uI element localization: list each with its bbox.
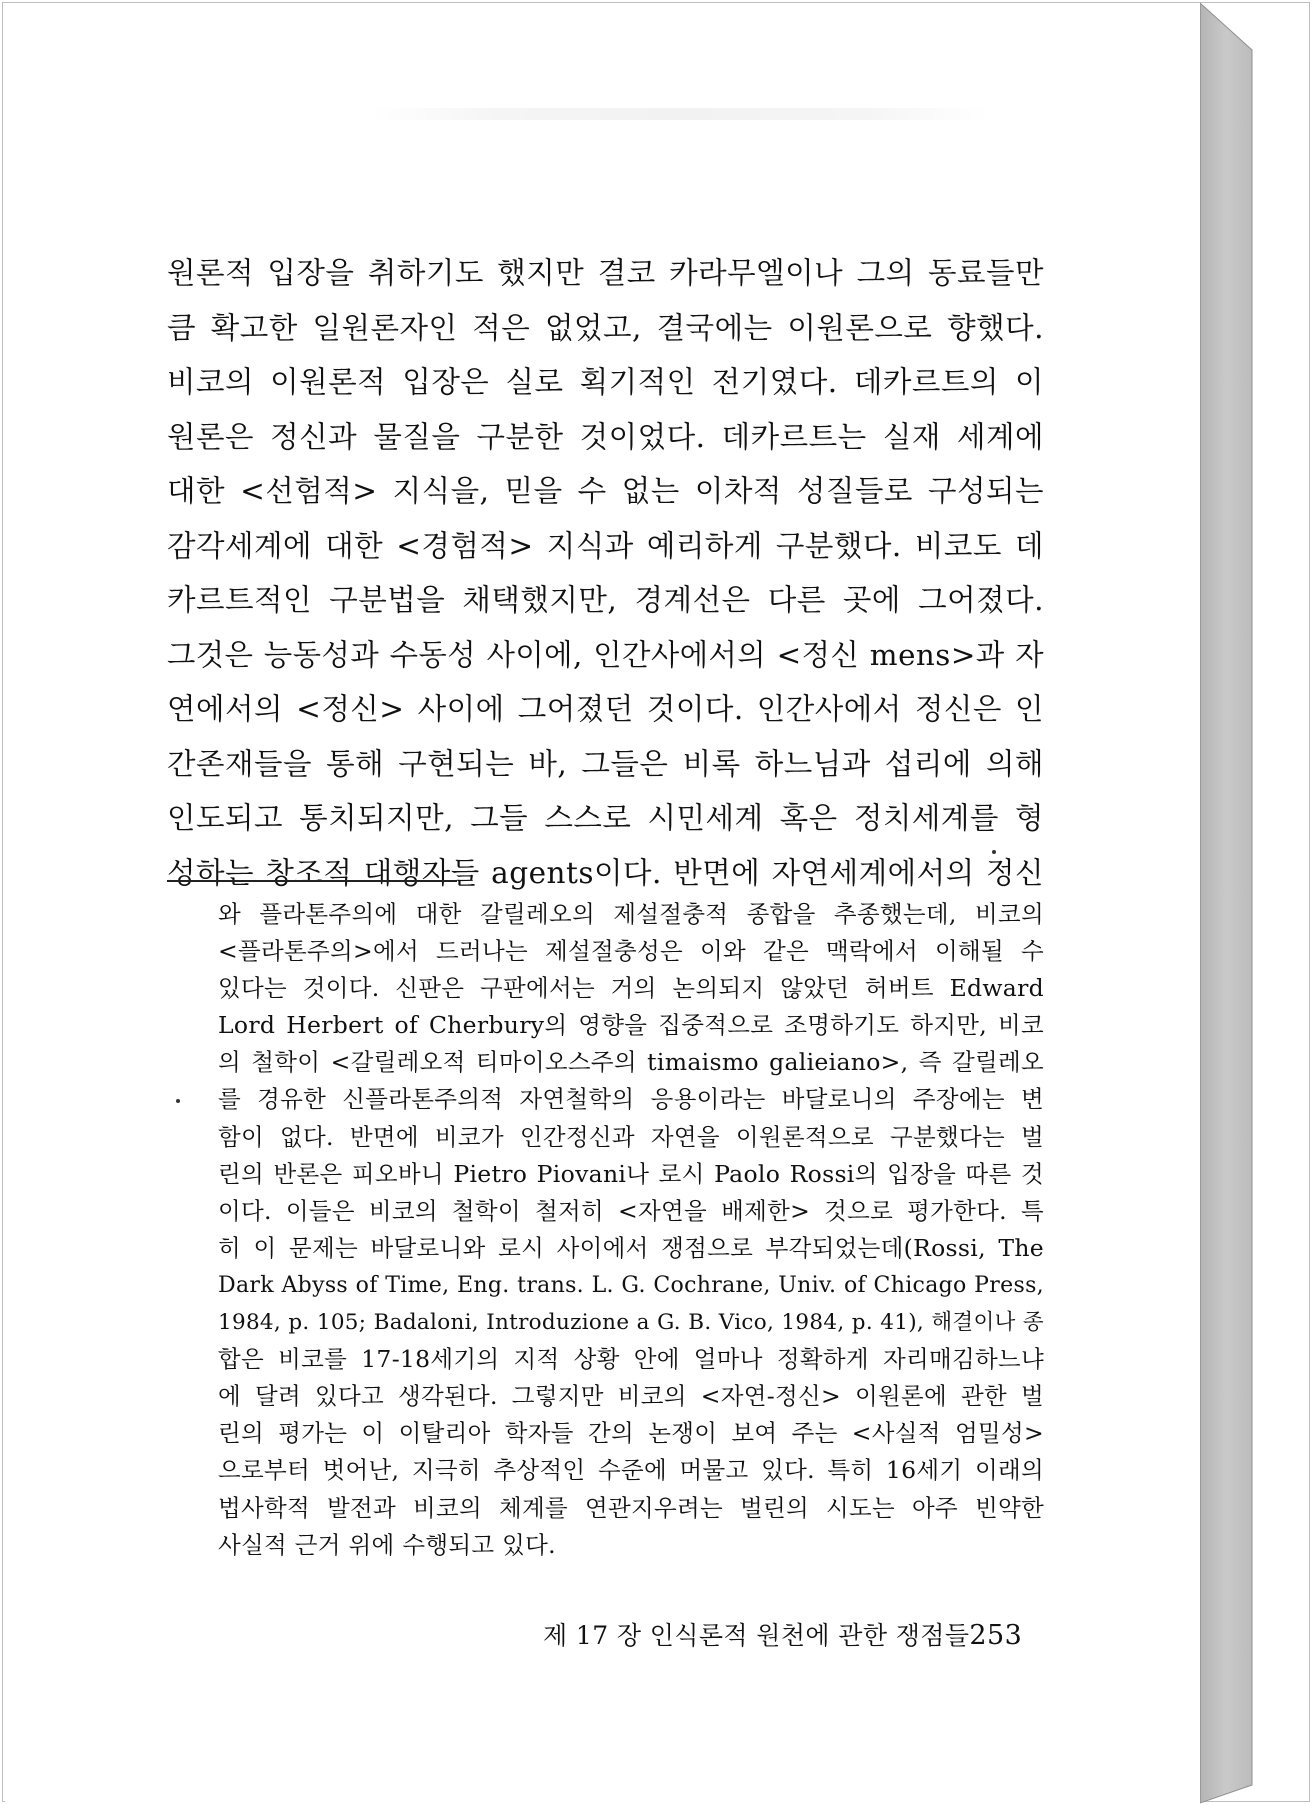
footnote-line: 합은 비코를 17-18세기의 지적 상황 안에 얼마나 정확하게 자리매김하느냐 xyxy=(218,1345,1044,1374)
footnote-line: 이다. 이들은 비코의 철학이 철저히 <자연을 배제한> 것으로 평가한다. 특 xyxy=(218,1196,1044,1225)
footnote-line: 에 달려 있다고 생각된다. 그렇지만 비코의 <자연-정신> 이원론에 관한 벌 xyxy=(218,1382,1044,1411)
footnote-line: 으로부터 벗어난, 지극히 추상적인 수준에 머물고 있다. 특히 16세기 이래의 xyxy=(218,1456,1044,1485)
footnote-rule xyxy=(167,880,457,882)
body-line: 성하는 창조적 대행자들 agents이다. 반면에 자연세계에서의 정신 xyxy=(167,855,1044,890)
body-line: 대한 <선험적> 지식을, 믿을 수 없는 이차적 성질들로 구성되는 xyxy=(167,474,1044,508)
body-line: 그것은 능동성과 수동성 사이에, 인간사에서의 <정신 mens>과 자 xyxy=(167,637,1044,672)
body-line: 큼 확고한 일원론자인 적은 없었고, 결국에는 이원론으로 향했다. xyxy=(167,310,1044,345)
body-line: 감각세계에 대한 <경험적> 지식과 예리하게 구분했다. 비코도 데 xyxy=(167,528,1044,563)
footnote-line: <플라톤주의>에서 드러나는 제설절충성은 이와 같은 맥락에서 이해될 수 xyxy=(218,937,1044,966)
body-line: 카르트적인 구분법을 채택했지만, 경계선은 다른 곳에 그어졌다. xyxy=(167,583,1044,617)
footnote-line: 히 이 문제는 바달로니와 로시 사이에서 쟁점으로 부각되었는데(Rossi, The xyxy=(218,1233,1044,1262)
bleed-through-text xyxy=(370,108,990,120)
body-line: 간존재들을 통해 구현되는 바, 그들은 비록 하느님과 섭리에 의해 xyxy=(167,746,1044,781)
running-head: 제 17 장 인식론적 원천에 관한 쟁점들 xyxy=(543,1621,970,1650)
footnote-line: Dark Abyss of Time, Eng. trans. L. G. Cochrane, Univ. of Chicago Press, xyxy=(218,1272,1044,1298)
footnote-line: 법사학적 발전과 비코의 체계를 연관지우려는 벌린의 시도는 아주 빈약한 xyxy=(218,1493,1044,1522)
body-line: 인도되고 통치되지만, 그들 스스로 시민세계 혹은 정치세계를 형 xyxy=(167,801,1044,835)
footnote-line: 함이 없다. 반면에 비코가 인간정신과 자연을 이원론적으로 구분했다는 벌 xyxy=(218,1122,1044,1151)
main-paragraph xyxy=(167,246,1044,900)
footnote-line: 의 철학이 <갈릴레오적 티마이오스주의 timaismo galieiano>, 즉 갈릴레오 xyxy=(218,1048,1044,1077)
page-number: 253 xyxy=(969,1620,1023,1651)
footnote xyxy=(218,896,1044,1564)
footnote-line: 있다는 것이다. 신판은 구판에서는 거의 논의되지 않았던 허버트 Edward xyxy=(218,974,1044,1003)
stray-mark xyxy=(176,1099,180,1103)
body-line: 원론적 입장을 취하기도 했지만 결코 카라무엘이나 그의 동료들만 xyxy=(167,256,1044,290)
footnote-line: 린의 반론은 피오바니 Pietro Piovani나 로시 Paolo Rossi의 입장을 따른 것 xyxy=(218,1159,1044,1188)
stray-mark xyxy=(992,850,996,854)
body-line: 비코의 이원론적 입장은 실로 획기적인 전기였다. 데카르트의 이 xyxy=(167,365,1044,399)
footnote-line: 린의 평가는 이 이탈리아 학자들 간의 논쟁이 보여 주는 <사실적 엄밀성> xyxy=(218,1419,1044,1448)
body-line: 연에서의 <정신> 사이에 그어졌던 것이다. 인간사에서 정신은 인 xyxy=(167,692,1044,726)
page-footer xyxy=(543,1616,1023,1652)
body-line: 원론은 정신과 물질을 구분한 것이었다. 데카르트는 실재 세계에 xyxy=(167,419,1044,454)
book-spine xyxy=(1200,0,1314,1806)
footnote-line: 를 경유한 신플라톤주의적 자연철학의 응용이라는 바달로니의 주장에는 변 xyxy=(218,1085,1044,1114)
footnote-line: 사실적 근거 위에 수행되고 있다. xyxy=(218,1530,556,1559)
footnote-line: Lord Herbert of Cherbury의 영향을 집중적으로 조명하기도 하지만, 비코 xyxy=(218,1011,1044,1040)
footnote-line: 1984, p. 105; Badaloni, Introduzione a G. B. Vico, 1984, p. 41), 해결이나 종 xyxy=(218,1310,1044,1336)
footnote-line: 와 플라톤주의에 대한 갈릴레오의 제설절충적 종합을 추종했는데, 비코의 xyxy=(218,900,1044,928)
